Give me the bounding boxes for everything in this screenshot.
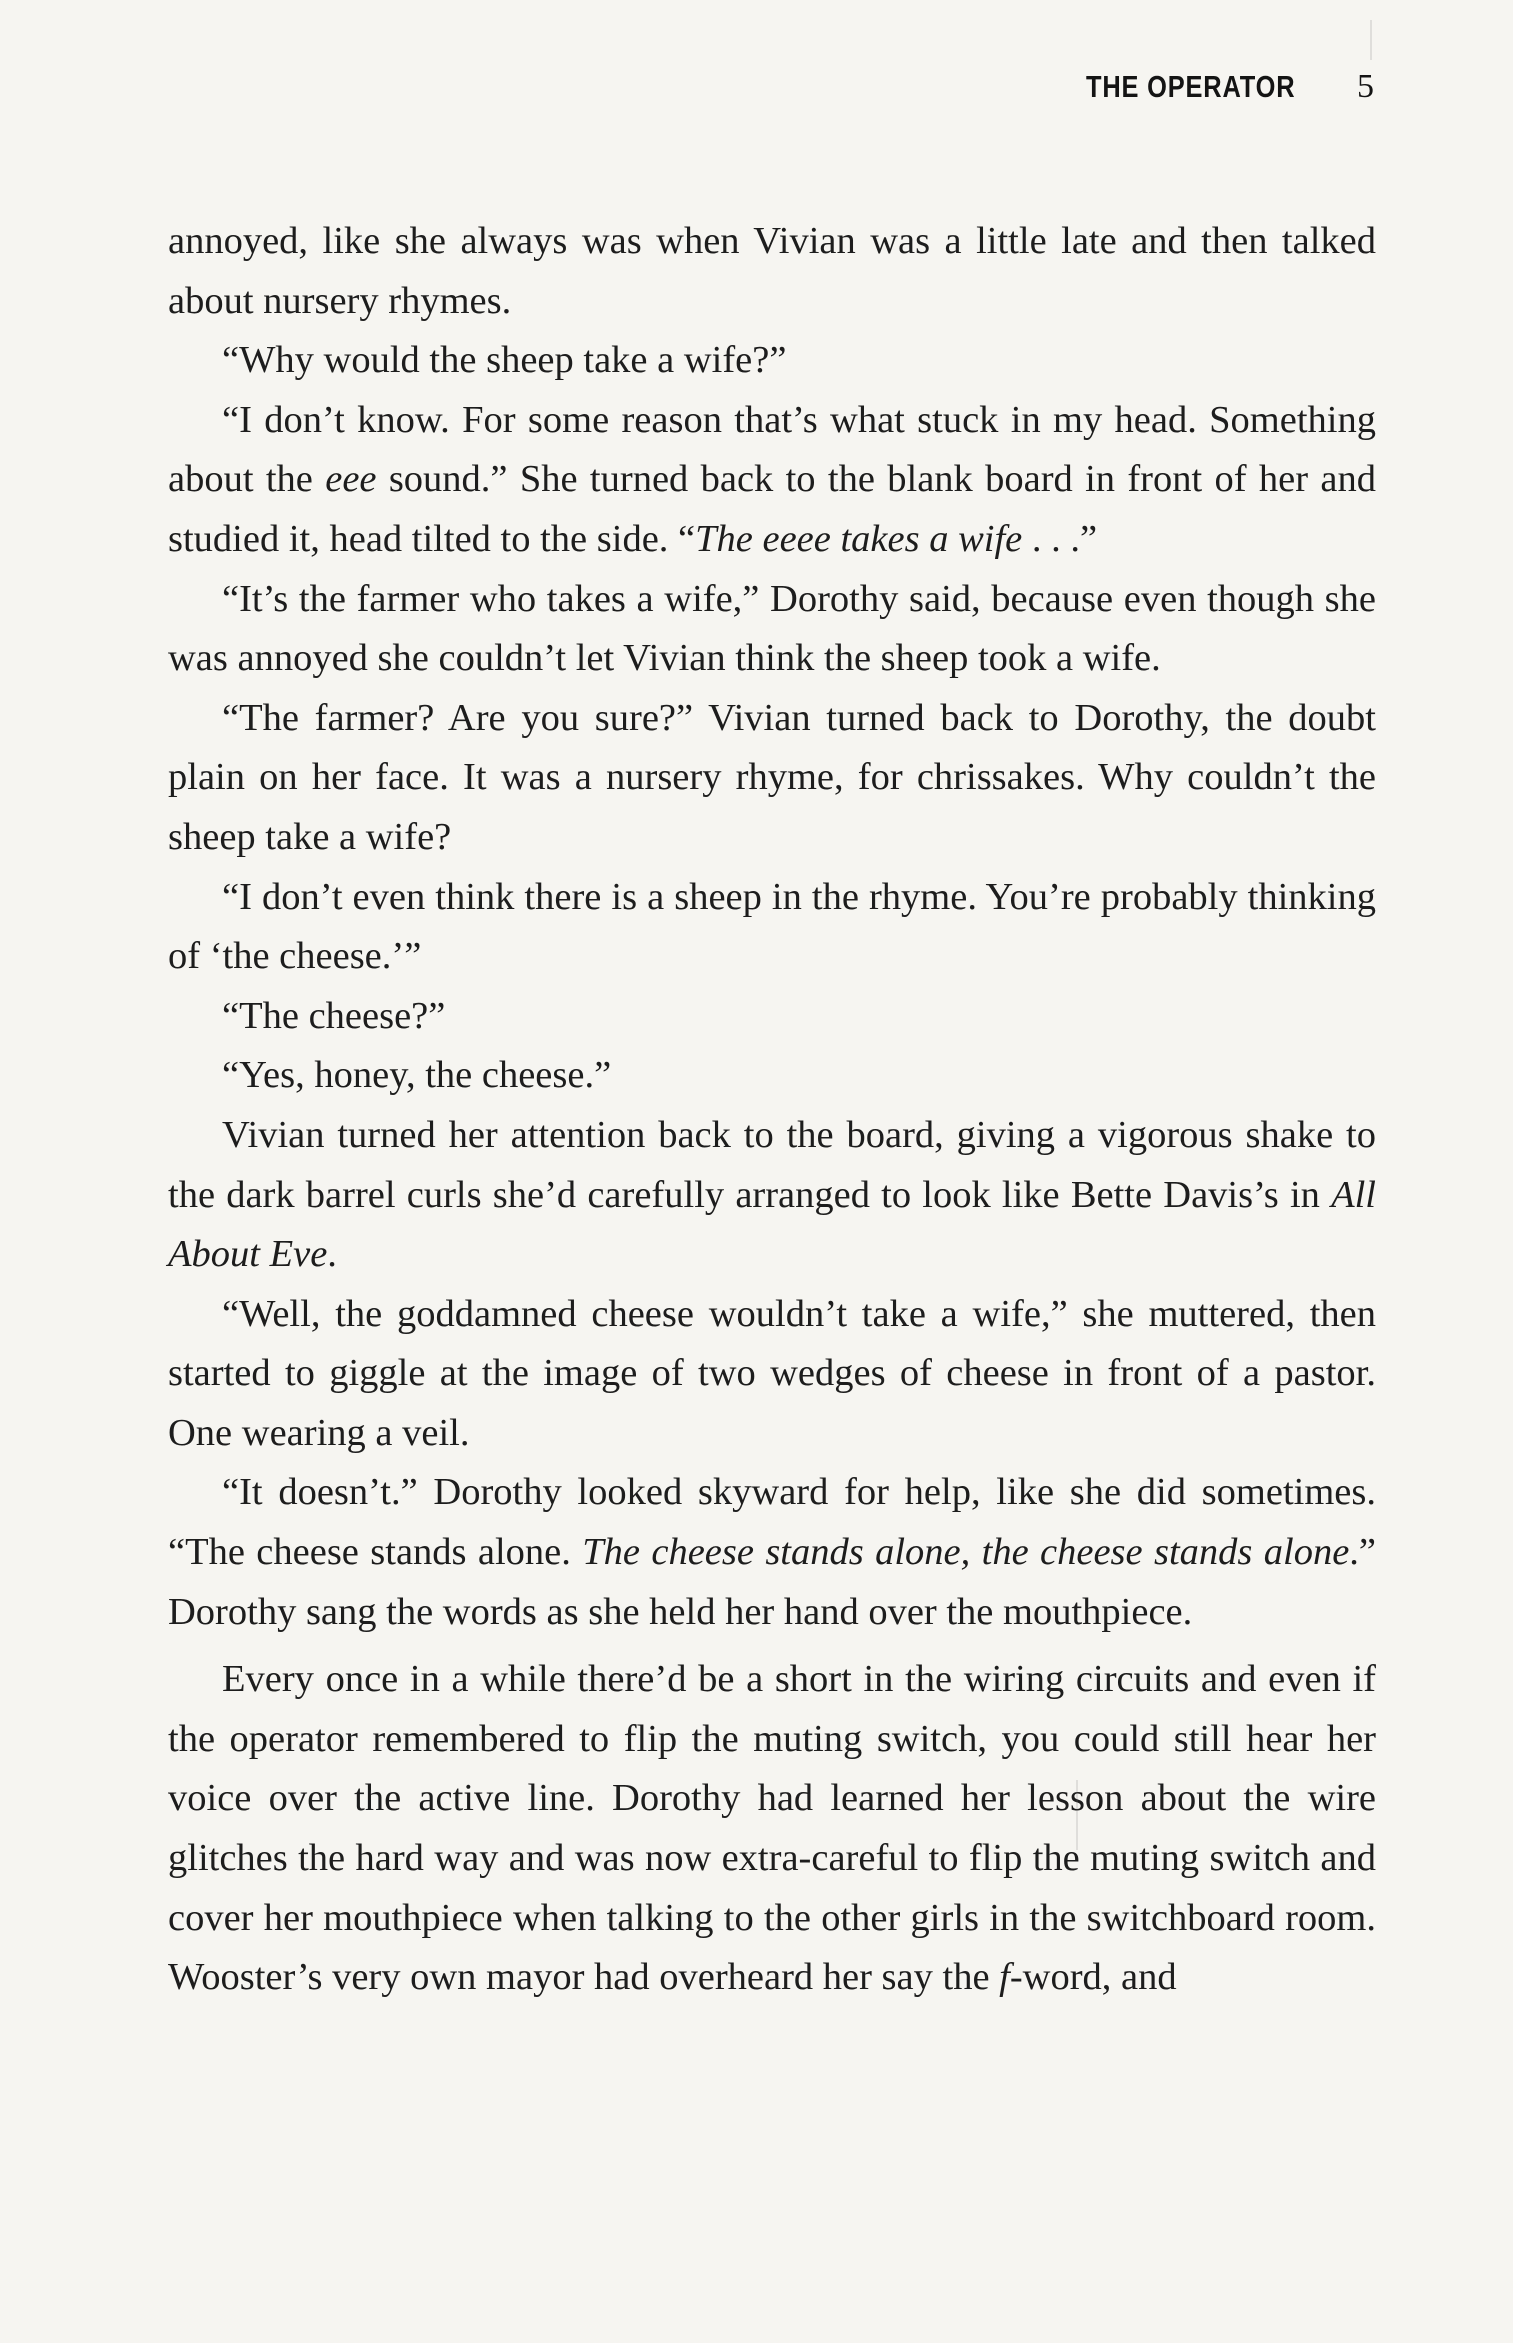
italic-text: All About Eve xyxy=(168,1173,1376,1276)
paragraph: “Yes, honey, the cheese.” xyxy=(222,1054,612,1097)
running-title: THE OPERATOR xyxy=(1085,69,1295,104)
scan-artefact xyxy=(1076,1780,1078,1850)
paragraph: annoyed, like she always was when Vivian was a little late and then talked about nursery rhymes. xyxy=(168,220,1376,322)
paragraph: Every once in a while there’d be a short in the wiring circuits and even if the operator remembered to flip the muting switch, you could still hear her voice over the active line. Dorothy had learned her lesson about the wire glitches the hard way and was now extra-careful to flip the muting switch and cover her mouthpiece when talking to the other girls in the switchboard room. Wooster’s very own mayor had overheard her say the f-word, and xyxy=(168,1658,1376,1999)
running-head xyxy=(1040,68,1375,106)
body-text xyxy=(168,212,1376,2008)
italic-text: f xyxy=(999,1956,1010,1999)
italic-text: The eeee takes a wife xyxy=(695,517,1023,560)
paragraph: “It doesn’t.” Dorothy looked skyward for help, like she did sometimes. “The cheese stands alone. The cheese stands alone, the cheese stands alone.” Dorothy sang the words as she held her hand over the mouthpiece. xyxy=(168,1471,1376,1633)
italic-text: The cheese stands alone, the cheese stands alone xyxy=(582,1531,1350,1574)
scan-artefact xyxy=(1370,20,1372,60)
paragraph: “The cheese?” xyxy=(222,994,446,1037)
paragraph: Vivian turned her attention back to the board, giving a vigorous shake to the dark barrel curls she’d carefully arranged to look like Bette Davis’s in All About Eve. xyxy=(168,1113,1376,1276)
page-number: 5 xyxy=(1357,68,1375,105)
paragraph: “It’s the farmer who takes a wife,” Dorothy said, because even though she was annoyed she couldn’t let Vivian think the sheep took a wife. xyxy=(168,577,1376,680)
paragraph: “Well, the goddamned cheese wouldn’t take a wife,” she muttered, then started to giggle at the image of two wedges of cheese in front of a pastor. One wearing a veil. xyxy=(168,1292,1376,1454)
paragraph: “Why would the sheep take a wife?” xyxy=(222,339,787,382)
paragraph: “The farmer? Are you sure?” Vivian turned back to Dorothy, the doubt plain on her face. It was a nursery rhyme, for chrissakes. Why couldn’t the sheep take a wife? xyxy=(168,696,1376,858)
paragraph: “I don’t even think there is a sheep in the rhyme. You’re probably thinking of ‘the cheese.’” xyxy=(168,875,1376,978)
italic-text: eee xyxy=(325,458,377,501)
paragraph: “I don’t know. For some reason that’s what stuck in my head. Something about the eee sound.” She turned back to the blank board in front of her and studied it, head tilted to the side. “The eeee takes a wife . . .” xyxy=(168,398,1376,560)
